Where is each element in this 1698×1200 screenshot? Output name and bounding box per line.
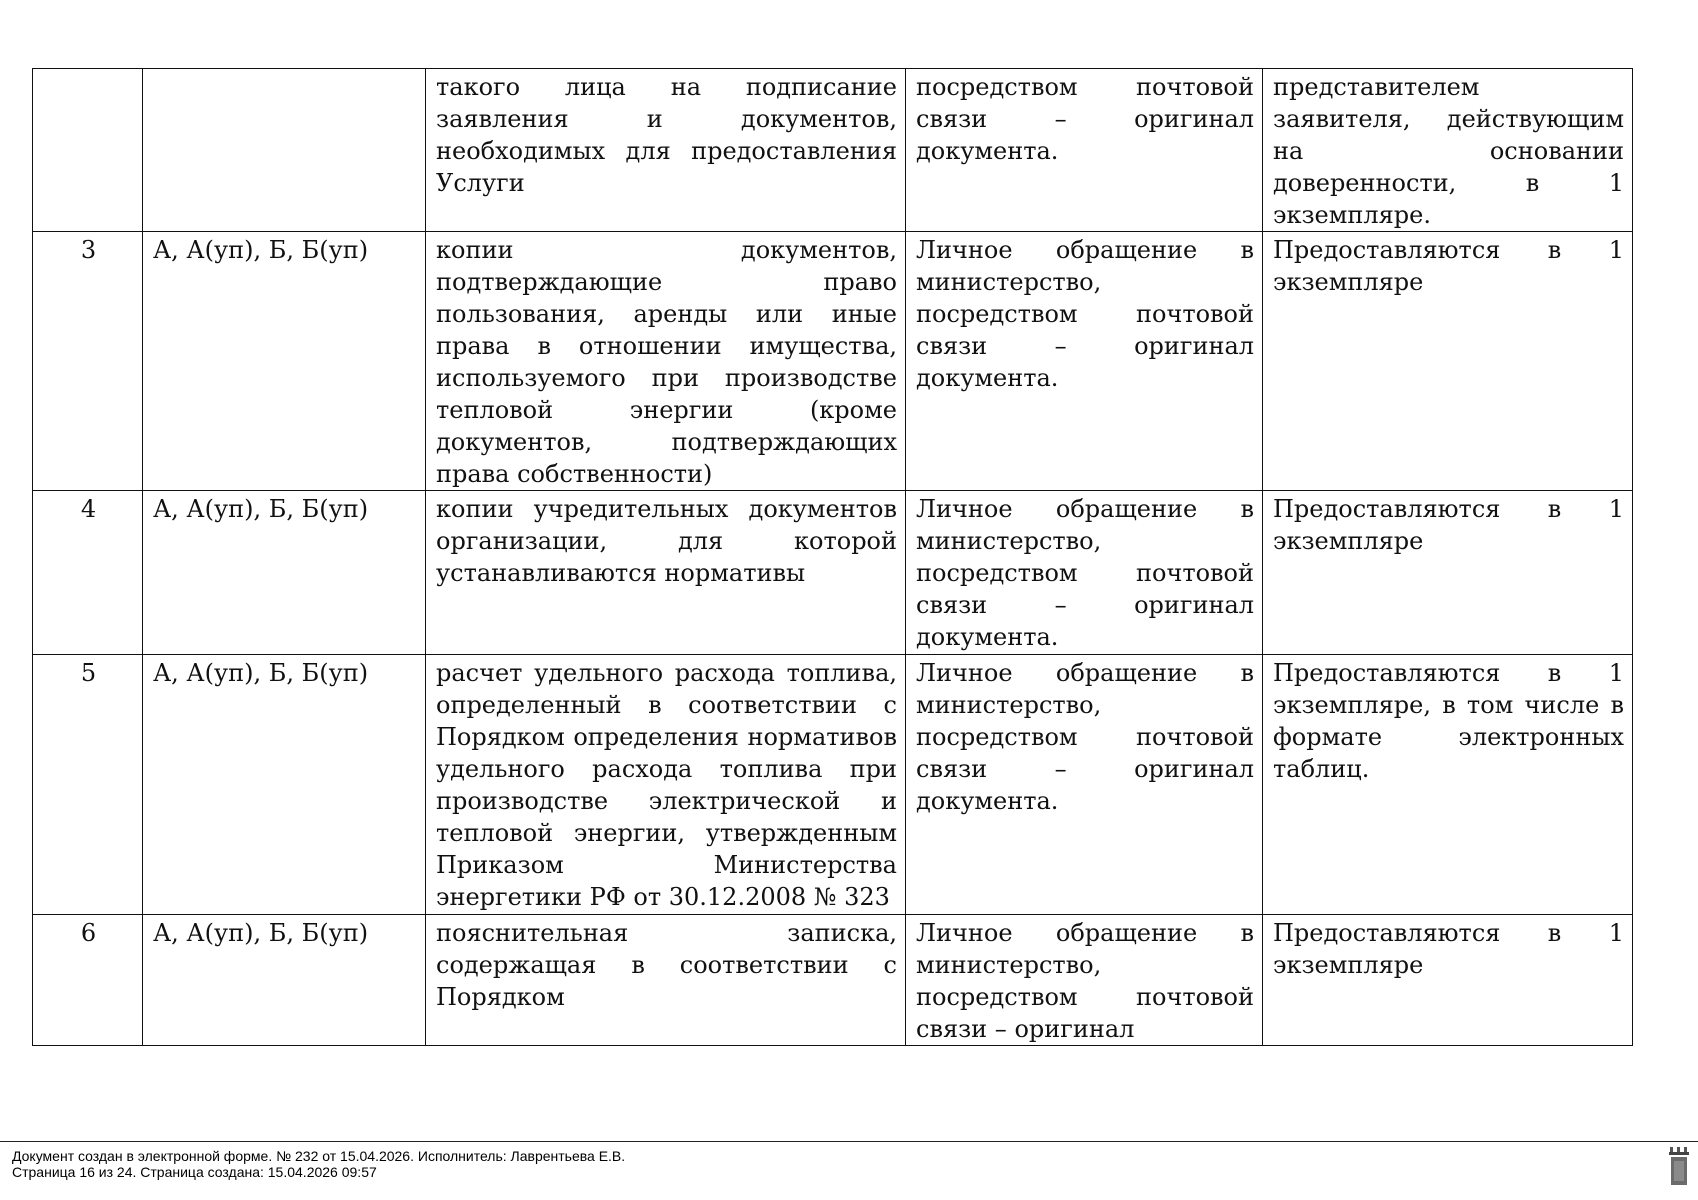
table-row <box>33 655 1633 915</box>
row-number: 5 <box>33 655 143 915</box>
row-number: 3 <box>33 232 143 491</box>
row-method: посредством почтовой связи – оригинал документа. <box>906 69 1263 232</box>
row-category: А, А(уп), Б, Б(уп) <box>143 232 426 491</box>
row-note: Предоставляются в 1 экземпляре <box>1263 232 1633 491</box>
row-category: А, А(уп), Б, Б(уп) <box>143 655 426 915</box>
row-note: Предоставляются в 1 экземпляре <box>1263 491 1633 655</box>
footer-page-info: Страница 16 из 24. Страница создана: 15.04.2026 09:57 <box>12 1164 377 1180</box>
row-number <box>33 69 143 232</box>
row-method: Личное обращение в министерство, посредством почтовой связи – оригинал документа. <box>906 491 1263 655</box>
table-row <box>33 69 1633 232</box>
footer-creation-info: Документ создан в электронной форме. № 232 от 15.04.2026. Исполнитель: Лаврентьева Е.В. <box>12 1148 626 1164</box>
row-note: представителем заявителя, действующим на основании доверенности, в 1 экземпляре. <box>1263 69 1633 232</box>
row-document: такого лица на подписание заявления и документов, необходимых для предоставления Услуги <box>426 69 906 232</box>
row-note: Предоставляются в 1 экземпляре <box>1263 915 1633 1046</box>
row-document: копии документов, подтверждающие право пользования, аренды или иные права в отношении имущества, используемого при производстве тепловой энергии (кроме документов, подтверждающих права собственности) <box>426 232 906 491</box>
table-row <box>33 915 1633 1046</box>
row-method: Личное обращение в министерство, посредством почтовой связи – оригинал документа. <box>906 232 1263 491</box>
row-category: А, А(уп), Б, Б(уп) <box>143 491 426 655</box>
row-document: копии учредительных документов организации, для которой устанавливаются нормативы <box>426 491 906 655</box>
row-number: 6 <box>33 915 143 1046</box>
footer-divider <box>0 1141 1698 1142</box>
seal-icon <box>1668 1147 1690 1185</box>
row-number: 4 <box>33 491 143 655</box>
requirements-table <box>32 68 1633 1046</box>
row-category: А, А(уп), Б, Б(уп) <box>143 915 426 1046</box>
row-method: Личное обращение в министерство, посредством почтовой связи – оригинал <box>906 915 1263 1046</box>
row-document: пояснительная записка, содержащая в соответствии с Порядком <box>426 915 906 1046</box>
row-note: Предоставляются в 1 экземпляре, в том числе в формате электронных таблиц. <box>1263 655 1633 915</box>
row-document: расчет удельного расхода топлива, определенный в соответствии с Порядком определения нормативов удельного расхода топлива при производстве электрической и тепловой энергии, утвержденным Приказом Министерства энергетики РФ от 30.12.2008 № 323 <box>426 655 906 915</box>
table-row <box>33 491 1633 655</box>
row-method: Личное обращение в министерство, посредством почтовой связи – оригинал документа. <box>906 655 1263 915</box>
row-category <box>143 69 426 232</box>
table-row <box>33 232 1633 491</box>
document-footer <box>12 1148 1612 1180</box>
